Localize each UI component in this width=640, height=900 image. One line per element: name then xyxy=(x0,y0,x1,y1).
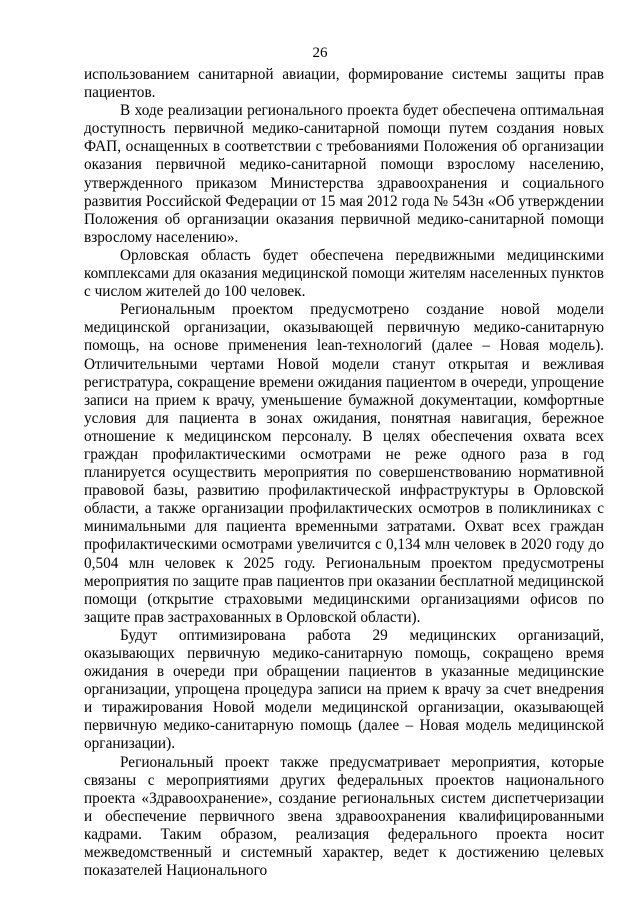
paragraph-related-projects: Региональный проект также предусматривает мероприятия, которые связаны с мероприятиями других федеральных проектов национального проекта «Здравоохранение», создание региональных систем диспетчеризации и обеспечение первичного звена здравоохранения квалифицированными кадрами. Таким образом, реализация федерального проекта носит межведомственный и системный характер, ведет к достижению целевых показателей Национального xyxy=(84,753,604,880)
page-number: 26 xyxy=(312,45,328,61)
paragraph-new-model: Региональным проектом предусмотрено создание новой модели медицинской организации, оказывающей первичную медико-санитарную помощь, на основе применения lean-технологий (далее – Новая модель). Отличительными чертами Новой модели станут открытая и вежливая регистратура, сокращение времени ожидания пациентом в очереди, упрощение записи на прием к врачу, уменьшение бумажной документации, комфортные условия для пациента в зонах ожидания, понятная навигация, бережное отношение к медицинском персоналу. В целях обеспечения охвата всех граждан профилактическими осмотрами не реже одного раза в год планируется осуществить мероприятия по совершенствованию нормативной правовой базы, развитию профилактической инфраструктуры в Орловской области, а также организации профилактических осмотров в поликлиниках с минимальными для пациента временными затратами. Охват всех граждан профилактическими осмотрами увеличится с 0,134 млн человек в 2020 году до 0,504 млн человек к 2025 году. Региональным проектом предусмотрены мероприятия по защите прав пациентов при оказании бесплатной медицинской помощи (открытие страховыми медицинскими организациями офисов по защите прав застрахованных в Орловской области). xyxy=(84,301,604,626)
paragraph-continuation: использованием санитарной авиации, формирование системы защиты прав пациентов. xyxy=(84,66,604,102)
paragraph-optimization: Будут оптимизирована работа 29 медицинских организаций, оказывающих первичную медико-санитарную помощь, сокращено время ожидания в очереди при обращении пациентов в указанные медицинские организации, упрощена процедура записи на прием к врачу за счет внедрения и тиражирования Новой модели медицинской организации, оказывающей первичную медико-санитарную помощь (далее – Новая модель медицинской организации). xyxy=(84,626,604,753)
paragraph-primary-care-access: В ходе реализации регионального проекта будет обеспечена оптимальная доступность первичной медико-санитарной помощи путем создания новых ФАП, оснащенных в соответствии с требованиями Положения об организации оказания первичной медико-санитарной помощи взрослому населению, утвержденного приказом Министерства здравоохранения и социального развития Российской Федерации от 15 мая 2012 года № 543н «Об утверждении Положения об организации оказания первичной медико-санитарной помощи взрослому населению». xyxy=(84,102,604,246)
body-text xyxy=(84,66,604,880)
paragraph-mobile-complexes: Орловская область будет обеспечена передвижными медицинскими комплексами для оказания медицинской помощи жителям населенных пунктов с числом жителей до 100 человек. xyxy=(84,246,604,301)
